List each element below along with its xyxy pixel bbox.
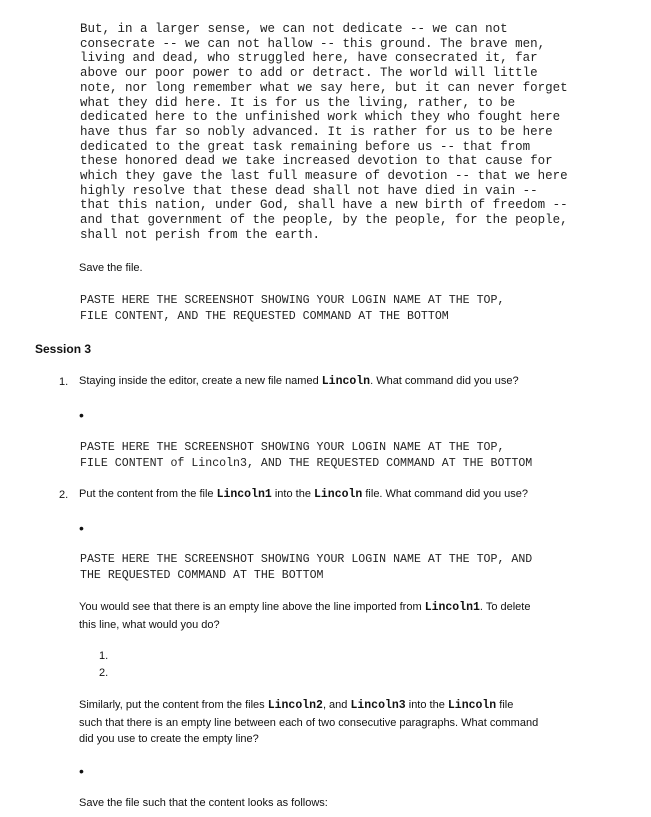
answer-bullet-2: • — [79, 520, 84, 536]
empty-line-code: Lincoln1 — [424, 601, 480, 614]
similarly-text-line3: did you use to create the empty line? — [79, 733, 259, 745]
answer-bullet-3: • — [79, 763, 84, 779]
paste-placeholder-3: PASTE HERE THE SCREENSHOT SHOWING YOUR LOGIN NAME AT THE TOP, AND THE REQUESTED COMMAND AT THE BOTTOM — [80, 553, 533, 582]
paste-placeholder-2: PASTE HERE THE SCREENSHOT SHOWING YOUR LOGIN NAME AT THE TOP, FILE CONTENT of Lincoln3, AND THE REQUESTED COMMAND AT THE BOTTOM — [80, 441, 533, 470]
question-2-number: 2. — [59, 489, 69, 501]
empty-line-text-line2: this line, what would you do? — [79, 618, 220, 631]
similarly-code-a: Lincoln2 — [267, 699, 323, 712]
similarly-text-a: Similarly, put the content from the files — [79, 699, 268, 711]
question-2-text-b: into the — [271, 488, 314, 500]
question-2-text-a: Put the content from the file — [79, 488, 217, 500]
similarly-code-b: Lincoln3 — [350, 699, 406, 712]
question-2-code-b: Lincoln — [314, 488, 363, 501]
similarly-text-c: into the — [405, 699, 448, 711]
session-heading: Session 3 — [35, 342, 92, 356]
step-1: 1. — [99, 650, 109, 662]
question-2-text-c: file. What command did you use? — [362, 488, 529, 500]
question-1-code: Lincoln — [321, 375, 371, 388]
similarly-code-c: Lincoln — [447, 699, 497, 712]
question-1-text — [79, 375, 519, 388]
step-2: 2. — [99, 667, 109, 679]
question-2-text — [79, 488, 528, 501]
empty-line-question — [79, 599, 530, 633]
empty-line-text-a: You would see that there is an empty line above the line imported from — [79, 601, 425, 613]
empty-line-text-b: . To delete — [479, 601, 531, 613]
question-2-code-a: Lincoln1 — [216, 488, 272, 501]
save-final-instruction: Save the file such that the content looks as follows: — [79, 797, 328, 809]
similarly-text-b: , and — [322, 699, 351, 711]
save-instruction: Save the file. — [79, 262, 143, 274]
answer-bullet-1: • — [79, 407, 84, 423]
similarly-text-d: file — [496, 699, 514, 711]
paste-placeholder-1: PASTE HERE THE SCREENSHOT SHOWING YOUR LOGIN NAME AT THE TOP, FILE CONTENT, AND THE REQUESTED COMMAND AT THE BOTTOM — [80, 294, 505, 323]
question-1-number: 1. — [59, 376, 69, 388]
question-1-text-a: Staying inside the editor, create a new file named — [79, 375, 322, 387]
speech-excerpt: But, in a larger sense, we can not dedicate -- we can not consecrate -- we can not hallow -- this ground. The brave men, living and dead, who struggled here, have consecrated it, far above our poor power to add or detract. The world will little note, nor long remember what we say here, but it can never forget what they did here. It is for us the living, rather, to be dedicated here to the unfinished work which they who fought here have thus far so nobly advanced. It is rather for us to be here dedicated to the great task remaining before us -- that from these honored dead we take increased devotion to that cause for which they gave the last full measure of devotion -- that we here highly resolve that these dead shall not have died in vain -- that this nation, under God, shall have a new birth of freedom -- and that government of the people, by the people, for the people, shall not perish from the earth. — [80, 22, 568, 242]
similarly-text-line2: such that there is an empty line between each of two consecutive paragraphs. What command — [79, 716, 539, 729]
question-1-text-b: . What command did you use? — [370, 375, 519, 387]
similarly-question — [79, 697, 538, 748]
